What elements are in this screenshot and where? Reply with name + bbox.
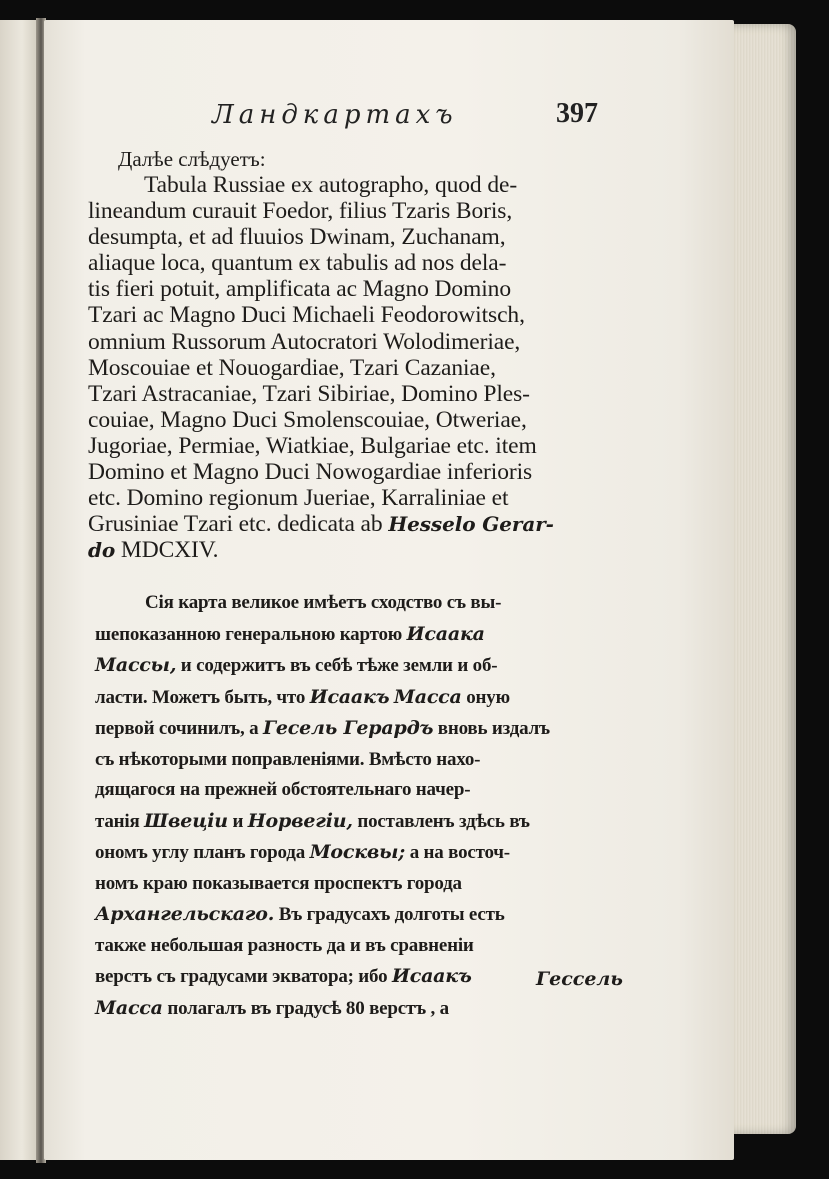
latin-line: aliaque loca, quantum ex tabulis ad nos dela- — [88, 250, 507, 277]
russian-line — [95, 961, 550, 993]
latin-line-dedication — [88, 511, 554, 537]
person-name: Масса — [95, 996, 163, 1019]
russian-line — [95, 682, 550, 714]
russian-line: Сія карта великое имѣетъ сходство съ вы- — [145, 592, 502, 613]
latin-line: couiae, Magno Duci Smolenscouiae, Otweriae, — [88, 406, 527, 433]
person-name: Исаака — [406, 622, 485, 645]
russian-text: оную — [466, 686, 510, 708]
russian-text: первой сочинилъ, а — [95, 718, 259, 739]
russian-text: танія — [95, 810, 140, 832]
latin-line: etc. Domino regionum Jueriae, Karraliniae et — [88, 485, 509, 512]
russian-text: шепоказанною генеральною картою — [95, 623, 403, 645]
person-name: Массы, — [95, 654, 177, 676]
place-name: Швеціи — [144, 809, 228, 832]
russian-line — [95, 713, 550, 745]
russian-line: также небольшая разность да и въ сравненіи — [95, 934, 474, 956]
person-name: Масса — [393, 685, 462, 708]
latin-line: Tzari ac Magno Duci Michaeli Feodorowitsch, — [88, 302, 525, 329]
latin-paragraph — [88, 172, 554, 563]
russian-line: съ нѣкоторыми поправленіями. Вмѣсто нахо- — [95, 748, 481, 770]
latin-year: MDCXIV. — [120, 537, 219, 564]
latin-author-name: Hesselo Gerar- — [388, 512, 554, 537]
latin-line: Domino et Magno Duci Nowogardiae inferioris — [88, 459, 533, 486]
russian-text: Въ градусахъ долготы есть — [278, 904, 505, 925]
left-page-edge — [0, 20, 40, 1160]
russian-line — [95, 899, 550, 931]
russian-text: ономъ углу планъ города — [95, 842, 305, 863]
person-name: Гесель Герардъ — [262, 717, 434, 739]
latin-line: Grusiniae Tzari etc. dedicata ab — [88, 511, 383, 538]
latin-line: lineandum curauit Foedor, filius Tzaris Boris, — [88, 198, 513, 225]
latin-author-name-end: do — [88, 538, 116, 563]
russian-text: верстъ съ градусами экватора; ибо — [95, 966, 388, 987]
russian-text: а на восточ- — [409, 842, 510, 863]
page-header — [212, 96, 612, 136]
russian-line — [95, 806, 550, 838]
russian-line — [95, 650, 550, 682]
running-head: Ландкартахъ — [212, 100, 458, 130]
russian-line — [95, 993, 550, 1025]
russian-paragraph — [95, 588, 550, 1024]
latin-line-final — [88, 537, 554, 563]
russian-line: дящагося на прежней обстоятельнаго начер- — [95, 779, 471, 800]
person-name: Исаакъ — [309, 685, 390, 708]
russian-line — [95, 619, 550, 651]
latin-line: Tzari Astracaniae, Tzari Sibiriae, Domino Ples- — [88, 380, 530, 407]
latin-line: tis fieri potuit, amplificata ac Magno Domino — [88, 276, 511, 303]
latin-line: Tabula Russiae ex autographo, quod de- — [144, 172, 518, 198]
russian-text: и содержитъ въ себѣ тѣже земли и об- — [180, 655, 498, 676]
russian-line: номъ краю показывается проспектъ города — [95, 872, 462, 894]
latin-line: desumpta, et ad fluuios Dwinam, Zuchanam, — [88, 224, 506, 251]
person-name: Исаакъ — [391, 965, 472, 987]
russian-text: ласти. Можетъ быть, что — [95, 686, 306, 708]
russian-text: и — [232, 810, 244, 832]
latin-line: Jugoriae, Permiae, Wiatkiae, Bulgariae etc. item — [88, 432, 537, 459]
page-number: 397 — [556, 98, 598, 129]
place-name: Архангельскаго. — [95, 903, 275, 925]
russian-text: поставленъ здѣсь въ — [357, 810, 530, 832]
place-name: Норвегіи, — [247, 809, 353, 832]
russian-text: полагалъ въ градусѣ 80 верстъ , а — [167, 997, 449, 1019]
russian-text: вновь издалъ — [437, 718, 550, 739]
catchword: Гессель — [536, 968, 623, 990]
russian-line — [95, 837, 550, 869]
place-name: Москвы; — [309, 841, 406, 863]
latin-line: Moscouiae et Nouogardiae, Tzari Cazaniae, — [88, 354, 496, 381]
latin-line: omnium Russorum Autocratori Wolodimeriae, — [88, 328, 521, 355]
intro-line: Далѣе слѣдуетъ: — [118, 147, 266, 171]
